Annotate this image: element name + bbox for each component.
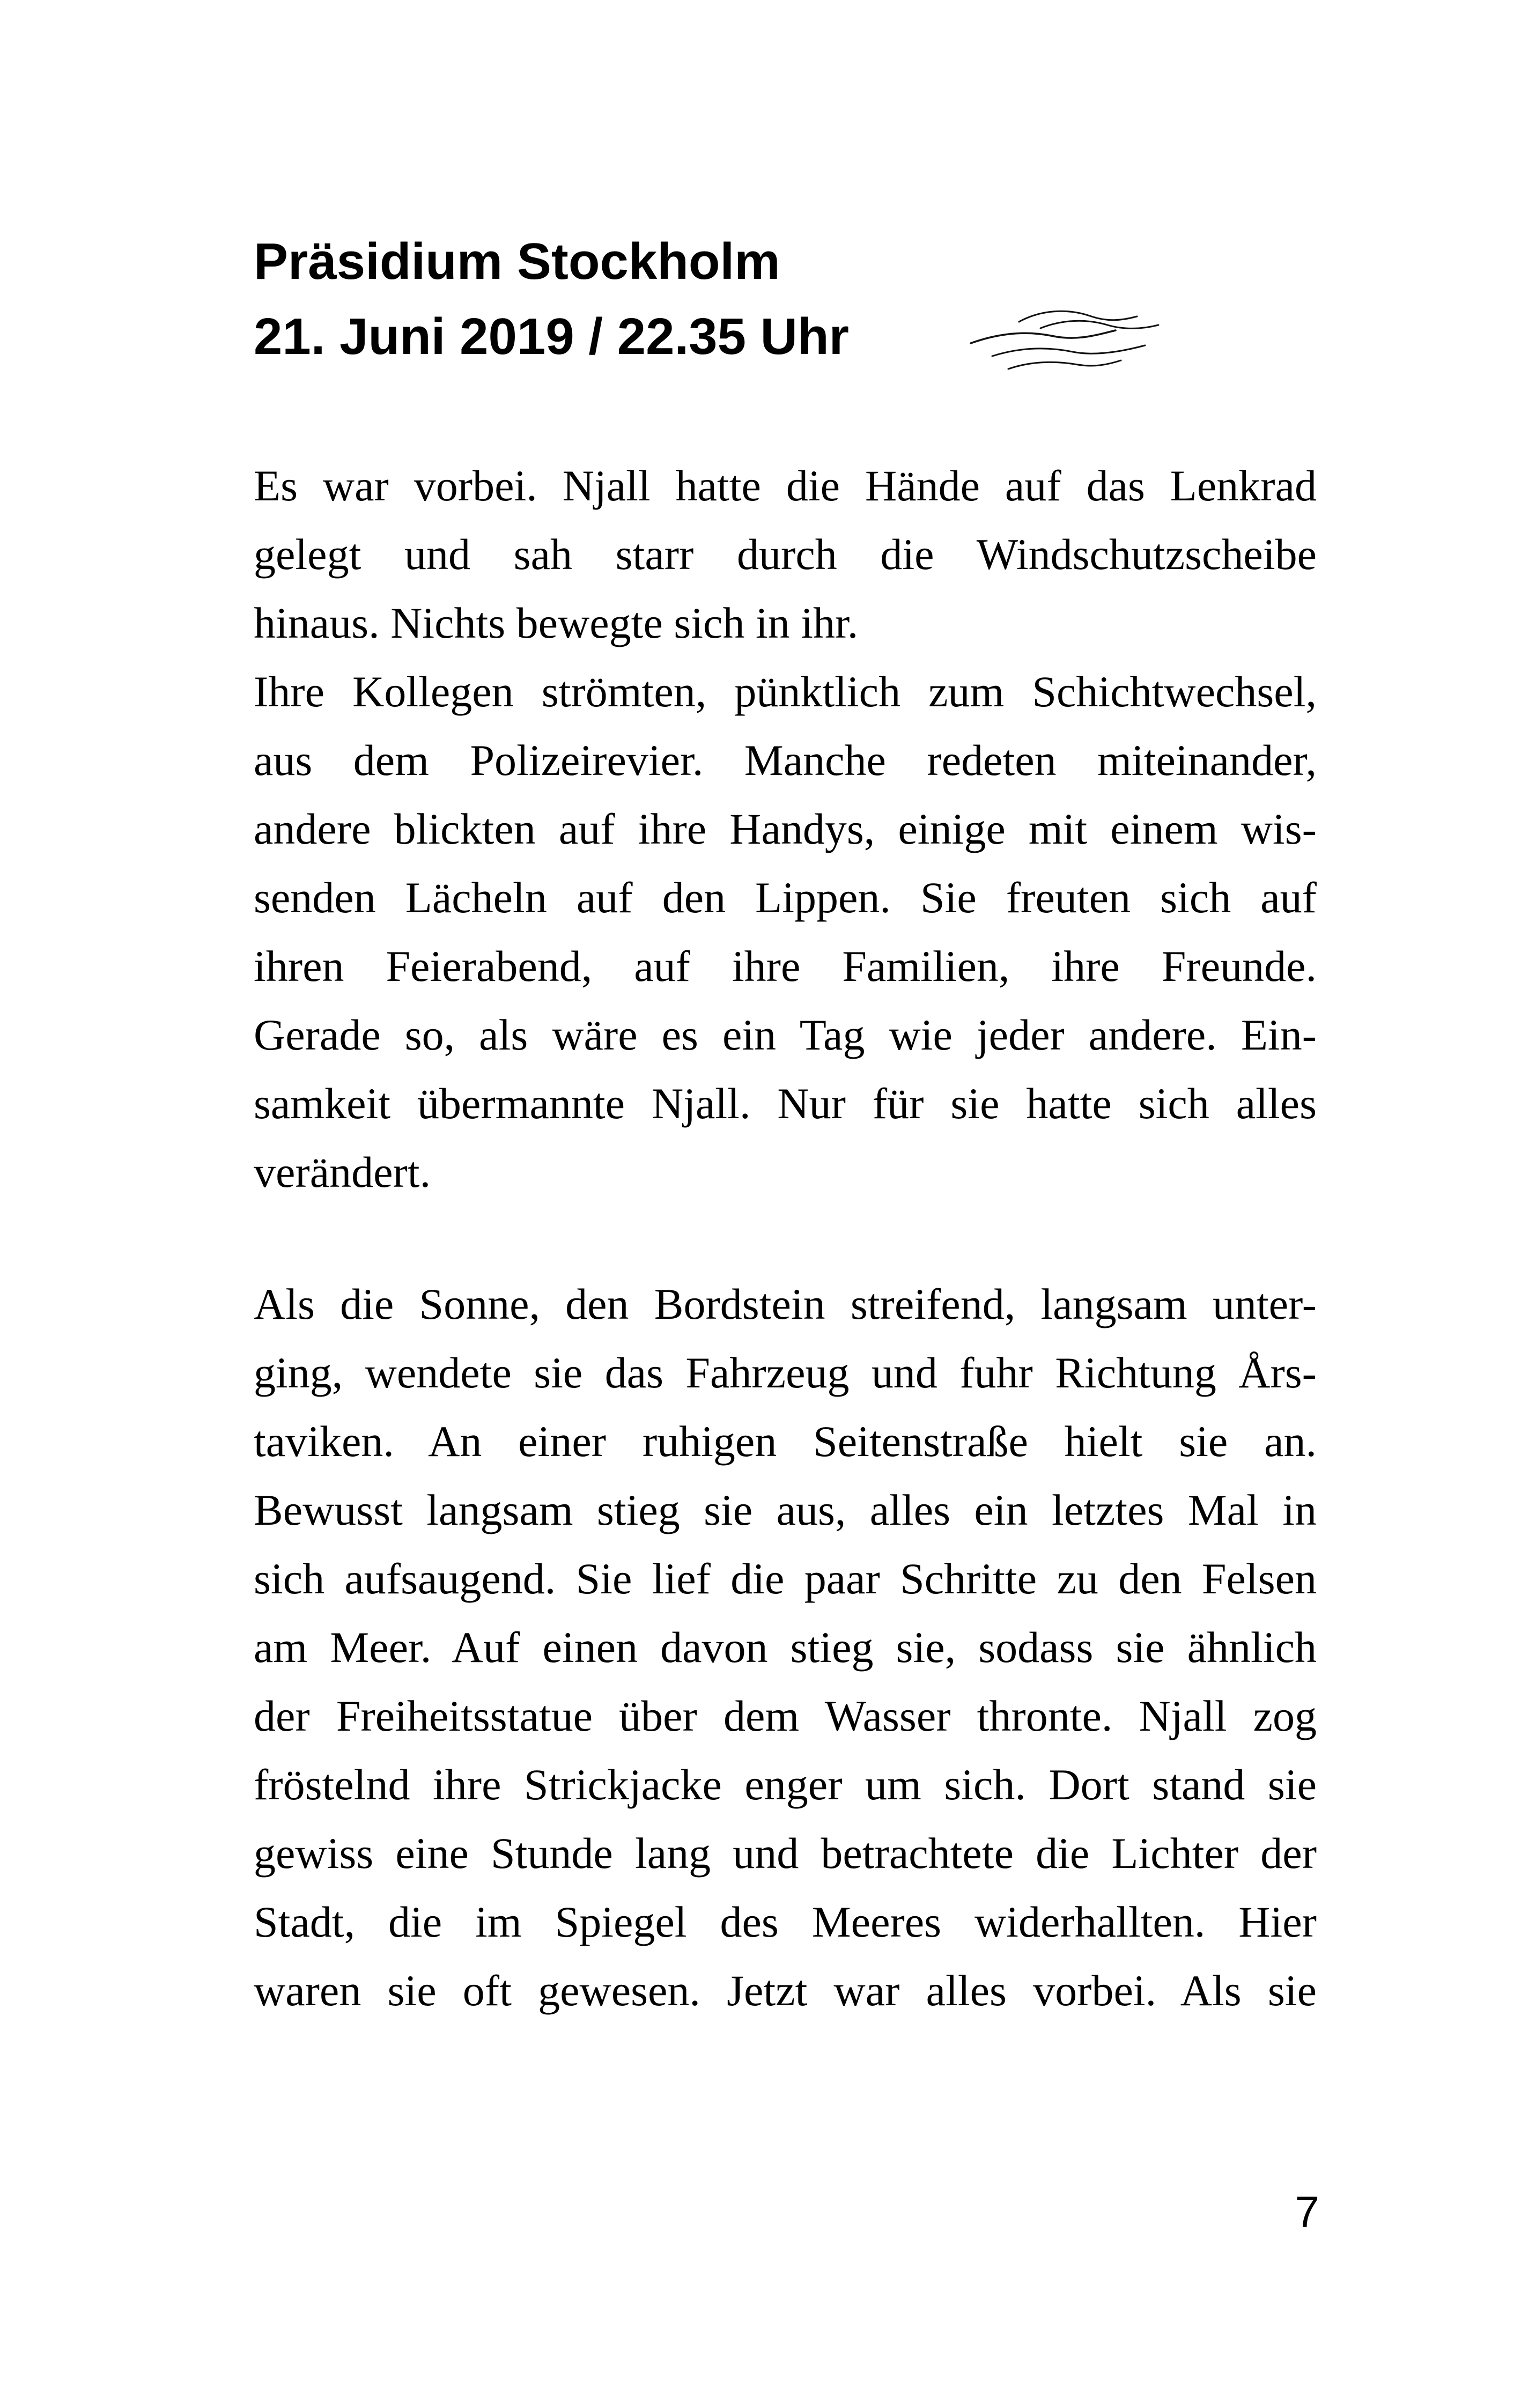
text-line: Bewusst langsam stieg sie aus, alles ein letztes Mal in xyxy=(254,1486,1317,1534)
text-line: Gerade so, als wäre es ein Tag wie jeder andere. Ein- xyxy=(254,1010,1317,1059)
text-line: senden Lächeln auf den Lippen. Sie freuten sich auf xyxy=(254,873,1317,922)
chapter-heading xyxy=(254,224,849,374)
text-line: Stadt, die im Spiegel des Meeres widerhallten. Hier xyxy=(254,1897,1317,1946)
heading-location: Präsidium Stockholm xyxy=(254,233,780,290)
paragraph-1 xyxy=(254,452,1317,1207)
page-number: 7 xyxy=(1295,2188,1319,2236)
text-line: sich aufsaugend. Sie lief die paar Schritte zu den Felsen xyxy=(254,1554,1317,1603)
text-line: samkeit übermannte Njall. Nur für sie hatte sich alles xyxy=(254,1079,1317,1128)
text-line: Ihre Kollegen strömten, pünktlich zum Schichtwechsel, xyxy=(254,667,1317,716)
text-line: verändert. xyxy=(254,1148,431,1196)
wave-icon xyxy=(960,300,1164,386)
text-line: aus dem Polizeirevier. Manche redeten miteinander, xyxy=(254,736,1317,785)
text-line: der Freiheitsstatue über dem Wasser thronte. Njall zog xyxy=(254,1691,1317,1740)
text-line: gelegt und sah starr durch die Windschutzscheibe xyxy=(254,530,1317,579)
text-line: fröstelnd ihre Strickjacke enger um sich. Dort stand sie xyxy=(254,1760,1317,1809)
text-line: gewiss eine Stunde lang und betrachtete die Lichter der xyxy=(254,1829,1317,1878)
text-line: ihren Feierabend, auf ihre Familien, ihre Freunde. xyxy=(254,942,1317,991)
text-line: am Meer. Auf einen davon stieg sie, sodass sie ähnlich xyxy=(254,1623,1317,1672)
text-line: ging, wendete sie das Fahrzeug und fuhr Richtung Års- xyxy=(254,1348,1317,1397)
text-line: hinaus. Nichts bewegte sich in ihr. xyxy=(254,599,859,647)
text-line: andere blickten auf ihre Handys, einige mit einem wis- xyxy=(254,804,1317,853)
paragraph-2 xyxy=(254,1270,1317,2025)
heading-datetime: 21. Juni 2019 / 22.35 Uhr xyxy=(254,308,849,365)
text-line: waren sie oft gewesen. Jetzt war alles vorbei. Als sie xyxy=(254,1966,1317,2015)
text-line: Es war vorbei. Njall hatte die Hände auf das Lenkrad xyxy=(254,461,1317,510)
text-line: Als die Sonne, den Bordstein streifend, langsam unter- xyxy=(254,1280,1317,1328)
text-line: taviken. An einer ruhigen Seitenstraße hielt sie an. xyxy=(254,1417,1317,1466)
